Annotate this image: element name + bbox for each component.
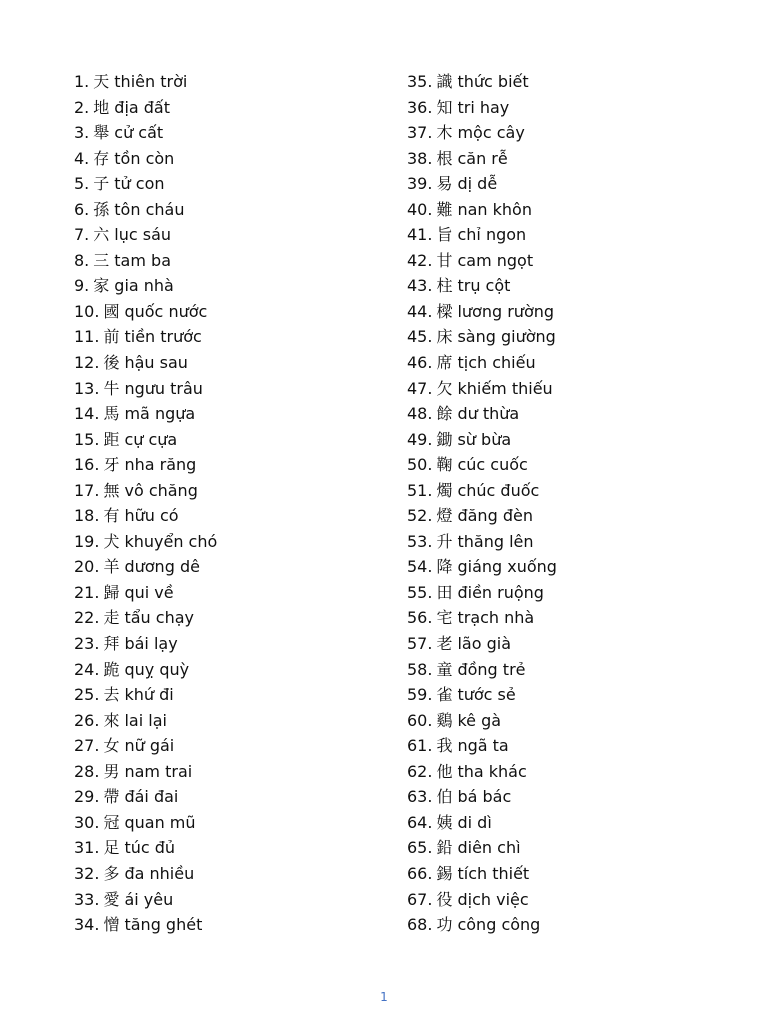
vocabulary-entry (74, 95, 394, 121)
entry-number: 54. (407, 557, 433, 577)
entry-number: 53. (407, 531, 433, 551)
entry-number: 49. (407, 429, 433, 449)
vocabulary-entry (74, 222, 394, 248)
han-character: 難 (436, 199, 453, 219)
vietnamese-meaning: khứ đi (124, 685, 174, 705)
vietnamese-meaning: khuyển chó (124, 531, 218, 551)
entry-number: 30. (74, 812, 100, 832)
vietnamese-meaning: quốc nước (124, 301, 208, 321)
vocabulary-entry (407, 299, 747, 325)
entry-number: 59. (407, 685, 433, 705)
han-character: 錫 (436, 863, 453, 883)
entry-number: 37. (407, 123, 433, 143)
vocabulary-entry (74, 401, 394, 427)
entry-number: 12. (74, 353, 100, 373)
vocabulary-entry (407, 503, 747, 529)
vocabulary-entry (74, 324, 394, 350)
vocabulary-entry (407, 248, 747, 274)
vietnamese-meaning: tăng ghét (124, 915, 203, 935)
vocabulary-entry (407, 350, 747, 376)
han-character: 欠 (436, 378, 453, 398)
han-character: 國 (103, 301, 120, 321)
entry-number: 65. (407, 838, 433, 858)
vietnamese-meaning: lai lại (124, 710, 167, 730)
han-character: 鉛 (436, 838, 453, 858)
vocabulary-entry (407, 427, 747, 453)
han-character: 冠 (103, 812, 120, 832)
vietnamese-meaning: cúc cuốc (457, 455, 528, 475)
vocabulary-entry (74, 427, 394, 453)
han-character: 姨 (436, 812, 453, 832)
han-character: 無 (103, 480, 120, 500)
vietnamese-meaning: thức biết (457, 72, 529, 91)
vietnamese-meaning: sàng giường (457, 327, 556, 347)
vocabulary-entry (407, 861, 747, 887)
vietnamese-meaning: ái yêu (124, 889, 174, 909)
han-character: 易 (436, 174, 453, 194)
han-character: 羊 (103, 557, 120, 577)
entry-number: 44. (407, 301, 433, 321)
entry-number: 66. (407, 863, 433, 883)
han-character: 跪 (103, 659, 120, 679)
han-character: 距 (103, 429, 120, 449)
entry-number: 20. (74, 557, 100, 577)
vietnamese-meaning: hữu có (124, 506, 179, 526)
entry-number: 58. (407, 659, 433, 679)
entry-number: 9. (74, 276, 90, 296)
vocabulary-entry (407, 810, 747, 836)
entry-number: 5. (74, 174, 90, 194)
vietnamese-meaning: nan khôn (457, 199, 532, 219)
vietnamese-meaning: chỉ ngon (457, 225, 527, 245)
vocabulary-entry (74, 69, 394, 95)
vocabulary-entry (74, 861, 394, 887)
han-character: 六 (93, 225, 110, 245)
han-character: 木 (436, 123, 453, 143)
vocabulary-entry (74, 376, 394, 402)
vocabulary-entry (74, 197, 394, 223)
vietnamese-meaning: lục sáu (114, 225, 172, 245)
entry-number: 61. (407, 736, 433, 756)
han-character: 席 (436, 353, 453, 373)
vietnamese-meaning: ngưu trâu (124, 378, 203, 398)
vocabulary-entry (407, 580, 747, 606)
entry-number: 56. (407, 608, 433, 628)
vocabulary-entry (407, 324, 747, 350)
han-character: 孫 (93, 199, 110, 219)
han-character: 有 (103, 506, 120, 526)
vietnamese-meaning: dư thừa (457, 404, 520, 424)
vocabulary-entry (74, 631, 394, 657)
entry-number: 64. (407, 812, 433, 832)
vietnamese-meaning: túc đủ (124, 838, 176, 858)
vocabulary-entry (74, 554, 394, 580)
entry-number: 6. (74, 199, 90, 219)
entry-number: 25. (74, 685, 100, 705)
han-character: 地 (93, 97, 110, 117)
entry-number: 50. (407, 455, 433, 475)
vietnamese-meaning: dị dễ (457, 174, 498, 194)
vietnamese-meaning: tử con (114, 174, 165, 194)
han-character: 馬 (103, 404, 120, 424)
vocabulary-entry (407, 222, 747, 248)
vietnamese-meaning: đa nhiều (124, 863, 195, 883)
vocabulary-entry (407, 171, 747, 197)
han-character: 拜 (103, 634, 120, 654)
entry-number: 26. (74, 710, 100, 730)
entry-number: 62. (407, 761, 433, 781)
han-character: 多 (103, 863, 120, 883)
vietnamese-meaning: lương rường (457, 301, 555, 321)
vietnamese-meaning: tồn còn (114, 148, 175, 168)
entry-number: 51. (407, 480, 433, 500)
vietnamese-meaning: cự cựa (124, 429, 178, 449)
entry-number: 17. (74, 480, 100, 500)
entry-number: 41. (407, 225, 433, 245)
han-character: 童 (436, 659, 453, 679)
han-character: 牛 (103, 378, 120, 398)
han-character: 我 (436, 736, 453, 756)
han-character: 田 (436, 582, 453, 602)
entry-number: 35. (407, 72, 433, 91)
vietnamese-meaning: tri hay (457, 97, 510, 117)
entry-number: 19. (74, 531, 100, 551)
entry-number: 45. (407, 327, 433, 347)
vietnamese-meaning: trụ cột (457, 276, 511, 296)
vocabulary-entry (407, 835, 747, 861)
han-character: 歸 (103, 582, 120, 602)
vietnamese-meaning: giáng xuống (457, 557, 557, 577)
entry-number: 13. (74, 378, 100, 398)
vocabulary-entry (407, 401, 747, 427)
han-character: 老 (436, 634, 453, 654)
vietnamese-meaning: di dì (457, 812, 492, 832)
vietnamese-meaning: khiếm thiếu (457, 378, 553, 398)
entry-number: 3. (74, 123, 90, 143)
han-character: 功 (436, 915, 453, 935)
han-character: 降 (436, 557, 453, 577)
vocabulary-entry (74, 682, 394, 708)
entry-number: 48. (407, 404, 433, 424)
vietnamese-meaning: cử cất (114, 123, 164, 143)
vocabulary-entry (74, 835, 394, 861)
entry-number: 36. (407, 97, 433, 117)
han-character: 甘 (436, 250, 453, 270)
han-character: 後 (103, 353, 120, 373)
han-character: 燭 (436, 480, 453, 500)
han-character: 存 (93, 148, 110, 168)
vietnamese-meaning: hậu sau (124, 353, 188, 373)
vocabulary-entry (74, 452, 394, 478)
entry-number: 10. (74, 301, 100, 321)
vietnamese-meaning: nữ gái (124, 736, 175, 756)
vietnamese-meaning: ngã ta (457, 736, 509, 756)
vocabulary-entry (407, 682, 747, 708)
vietnamese-meaning: tích thiết (457, 863, 530, 883)
vocabulary-entry (407, 69, 747, 95)
vietnamese-meaning: mã ngựa (124, 404, 196, 424)
han-character: 知 (436, 97, 453, 117)
vocabulary-list-right (407, 69, 747, 938)
entry-number: 38. (407, 148, 433, 168)
entry-number: 4. (74, 148, 90, 168)
entry-number: 14. (74, 404, 100, 424)
han-character: 足 (103, 838, 120, 858)
entry-number: 8. (74, 250, 90, 270)
vocabulary-entry (407, 478, 747, 504)
entry-number: 23. (74, 634, 100, 654)
vocabulary-entry (74, 478, 394, 504)
vocabulary-entry (407, 605, 747, 631)
vietnamese-meaning: kê gà (457, 710, 502, 730)
vocabulary-entry (74, 912, 394, 938)
vietnamese-meaning: tôn cháu (114, 199, 185, 219)
entry-number: 11. (74, 327, 100, 347)
vocabulary-entry (407, 376, 747, 402)
entry-number: 29. (74, 787, 100, 807)
entry-number: 18. (74, 506, 100, 526)
vietnamese-meaning: tha khác (457, 761, 527, 781)
entry-number: 1. (74, 72, 90, 91)
vietnamese-meaning: trạch nhà (457, 608, 535, 628)
vocabulary-entry (407, 120, 747, 146)
vocabulary-entry (74, 120, 394, 146)
entry-number: 42. (407, 250, 433, 270)
han-character: 識 (436, 72, 453, 91)
vietnamese-meaning: tước sẻ (457, 685, 516, 705)
entry-number: 39. (407, 174, 433, 194)
vietnamese-meaning: nam trai (124, 761, 193, 781)
vocabulary-entry (407, 657, 747, 683)
entry-number: 22. (74, 608, 100, 628)
han-character: 去 (103, 685, 120, 705)
han-character: 家 (93, 276, 110, 296)
vocabulary-entry (407, 733, 747, 759)
vietnamese-meaning: mộc cây (457, 123, 525, 143)
vocabulary-entry (74, 350, 394, 376)
entry-number: 46. (407, 353, 433, 373)
vietnamese-meaning: tam ba (114, 250, 171, 270)
vocabulary-entry (407, 784, 747, 810)
vietnamese-meaning: cam ngọt (457, 250, 534, 270)
han-character: 天 (93, 72, 110, 91)
han-character: 舉 (93, 123, 110, 143)
vietnamese-meaning: điền ruộng (457, 582, 544, 602)
han-character: 床 (436, 327, 453, 347)
entry-number: 31. (74, 838, 100, 858)
entry-number: 2. (74, 97, 90, 117)
han-character: 餘 (436, 404, 453, 424)
vocabulary-entry (407, 912, 747, 938)
vietnamese-meaning: bái lạy (124, 634, 178, 654)
han-character: 鞠 (436, 455, 453, 475)
entry-number: 40. (407, 199, 433, 219)
vocabulary-entry (74, 810, 394, 836)
vietnamese-meaning: diên chì (457, 838, 521, 858)
vietnamese-meaning: tiền trước (124, 327, 202, 347)
vietnamese-meaning: đồng trẻ (457, 659, 526, 679)
vocabulary-entry (407, 631, 747, 657)
entry-number: 63. (407, 787, 433, 807)
vietnamese-meaning: căn rễ (457, 148, 508, 168)
han-character: 根 (436, 148, 453, 168)
vietnamese-meaning: tịch chiếu (457, 353, 536, 373)
vietnamese-meaning: địa đất (114, 97, 171, 117)
han-character: 走 (103, 608, 120, 628)
vietnamese-meaning: gia nhà (114, 276, 174, 296)
entry-number: 7. (74, 225, 90, 245)
vocabulary-entry (74, 708, 394, 734)
vocabulary-entry (74, 248, 394, 274)
han-character: 伯 (436, 787, 453, 807)
vietnamese-meaning: dương dê (124, 557, 200, 577)
vocabulary-entry (74, 529, 394, 555)
entry-number: 47. (407, 378, 433, 398)
entry-number: 60. (407, 710, 433, 730)
page-number: 1 (380, 990, 388, 1004)
vietnamese-meaning: sừ bừa (457, 429, 512, 449)
han-character: 柱 (436, 276, 453, 296)
han-character: 宅 (436, 608, 453, 628)
vietnamese-meaning: lão già (457, 634, 511, 654)
vietnamese-meaning: công công (457, 915, 541, 935)
vocabulary-entry (74, 605, 394, 631)
vietnamese-meaning: nha răng (124, 455, 197, 475)
vocabulary-entry (407, 887, 747, 913)
han-character: 犬 (103, 531, 120, 551)
vocabulary-entry (74, 784, 394, 810)
vocabulary-entry (74, 273, 394, 299)
vocabulary-entry (407, 273, 747, 299)
vocabulary-entry (74, 657, 394, 683)
han-character: 雀 (436, 685, 453, 705)
entry-number: 33. (74, 889, 100, 909)
vocabulary-entry (74, 580, 394, 606)
vocabulary-entry (74, 759, 394, 785)
vocabulary-entry (407, 529, 747, 555)
vietnamese-meaning: đái đai (124, 787, 179, 807)
vocabulary-entry (407, 146, 747, 172)
han-character: 牙 (103, 455, 120, 475)
han-character: 樑 (436, 301, 453, 321)
entry-number: 57. (407, 634, 433, 654)
entry-number: 27. (74, 736, 100, 756)
vocabulary-entry (74, 146, 394, 172)
vocabulary-entry (74, 733, 394, 759)
han-character: 帶 (103, 787, 120, 807)
han-character: 女 (103, 736, 120, 756)
entry-number: 55. (407, 582, 433, 602)
vietnamese-meaning: thăng lên (457, 531, 534, 551)
han-character: 升 (436, 531, 453, 551)
han-character: 燈 (436, 506, 453, 526)
vocabulary-entry (74, 299, 394, 325)
han-character: 鷄 (436, 710, 453, 730)
vietnamese-meaning: thiên trời (114, 72, 188, 91)
vietnamese-meaning: tẩu chạy (124, 608, 194, 628)
han-character: 前 (103, 327, 120, 347)
vocabulary-entry (74, 171, 394, 197)
entry-number: 15. (74, 429, 100, 449)
vocabulary-list-left (74, 69, 394, 938)
han-character: 子 (93, 174, 110, 194)
vocabulary-entry (74, 887, 394, 913)
han-character: 他 (436, 761, 453, 781)
entry-number: 52. (407, 506, 433, 526)
vocabulary-entry (407, 452, 747, 478)
han-character: 鋤 (436, 429, 453, 449)
entry-number: 24. (74, 659, 100, 679)
entry-number: 32. (74, 863, 100, 883)
han-character: 愛 (103, 889, 120, 909)
entry-number: 28. (74, 761, 100, 781)
vietnamese-meaning: chúc đuốc (457, 480, 540, 500)
han-character: 三 (93, 250, 110, 270)
han-character: 男 (103, 761, 120, 781)
vocabulary-entry (407, 554, 747, 580)
han-character: 來 (103, 710, 120, 730)
vietnamese-meaning: bá bác (457, 787, 512, 807)
han-character: 旨 (436, 225, 453, 245)
vietnamese-meaning: đăng đèn (457, 506, 533, 526)
entry-number: 34. (74, 915, 100, 935)
vocabulary-entry (74, 503, 394, 529)
vocabulary-entry (407, 759, 747, 785)
vocabulary-entry (407, 708, 747, 734)
vietnamese-meaning: quan mũ (124, 812, 196, 832)
entry-number: 16. (74, 455, 100, 475)
vocabulary-entry (407, 197, 747, 223)
entry-number: 68. (407, 915, 433, 935)
vietnamese-meaning: quỵ quỳ (124, 659, 190, 679)
vietnamese-meaning: dịch việc (457, 889, 529, 909)
han-character: 憎 (103, 915, 120, 935)
entry-number: 21. (74, 582, 100, 602)
vocabulary-entry (407, 95, 747, 121)
han-character: 役 (436, 889, 453, 909)
entry-number: 67. (407, 889, 433, 909)
vietnamese-meaning: qui về (124, 582, 174, 602)
entry-number: 43. (407, 276, 433, 296)
vietnamese-meaning: vô chăng (124, 480, 198, 500)
